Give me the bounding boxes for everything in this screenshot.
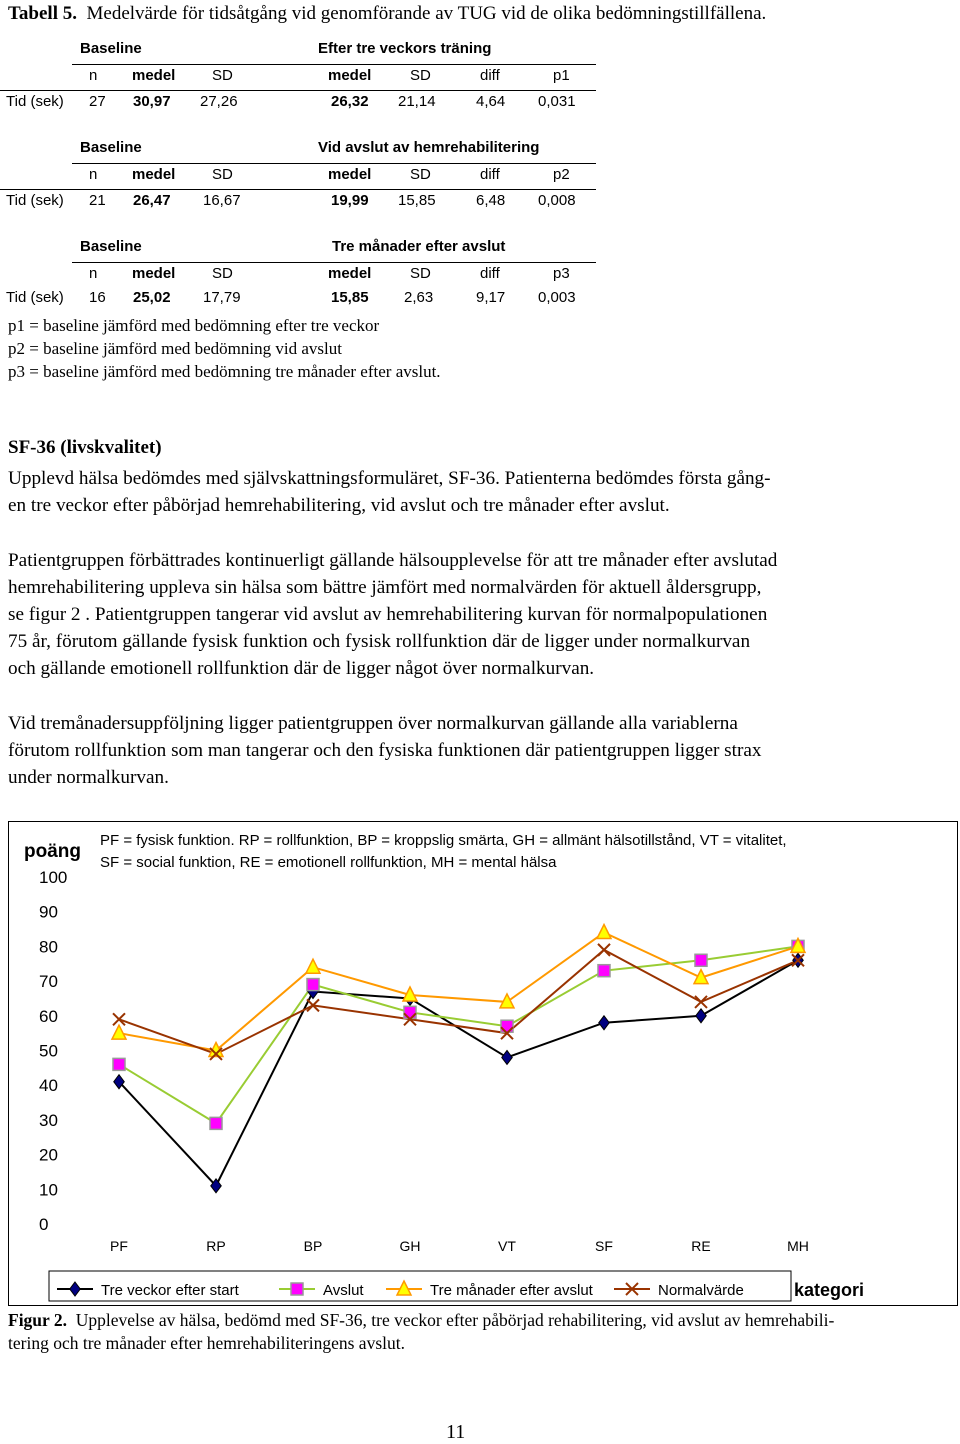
paragraph-line: och gällande emotionell rollfunktion där de ligger något över normalkurvan. bbox=[8, 658, 595, 679]
x-tick-label: MH bbox=[787, 1238, 809, 1254]
data-point-square bbox=[307, 979, 319, 991]
y-tick-label: 0 bbox=[39, 1215, 49, 1234]
y-tick-label: 10 bbox=[39, 1180, 58, 1200]
cell-n: 16 bbox=[89, 289, 106, 306]
series-line-3 bbox=[119, 933, 798, 1051]
header-sd: SD bbox=[212, 166, 233, 183]
cell-medel: 25,02 bbox=[133, 289, 171, 306]
data-point-triangle bbox=[597, 925, 611, 939]
header-sd: SD bbox=[212, 265, 233, 282]
table-row bbox=[0, 93, 600, 115]
table-row bbox=[0, 192, 600, 214]
data-point-square bbox=[598, 965, 610, 977]
cell-medel-2: 19,99 bbox=[331, 192, 369, 209]
paragraph-1 bbox=[8, 465, 960, 519]
series-line-1 bbox=[119, 960, 798, 1186]
tug-table-3 bbox=[0, 236, 600, 316]
header-diff: diff bbox=[480, 67, 500, 84]
figure-caption-line: tering och tre månader efter hemrehabiliteringens avslut. bbox=[8, 1333, 405, 1353]
abbreviation-line: PF = fysisk funktion. RP = rollfunktion, BP = kroppslig smärta, GH = allmänt hälsotillstånd, VT = vitalitet, bbox=[100, 832, 787, 849]
y-tick-label: 80 bbox=[39, 937, 58, 957]
x-tick-label: SF bbox=[595, 1238, 613, 1254]
table-rule bbox=[72, 262, 596, 263]
cell-p: 0,031 bbox=[538, 93, 576, 110]
tug-table-2 bbox=[0, 137, 600, 217]
y-tick-label: 20 bbox=[39, 1145, 58, 1165]
table-rule bbox=[72, 163, 596, 164]
data-point-square bbox=[695, 954, 707, 966]
data-point-diamond bbox=[696, 1009, 707, 1023]
cell-p: 0,003 bbox=[538, 289, 576, 306]
cell-p: 0,008 bbox=[538, 192, 576, 209]
x-tick-label: RE bbox=[691, 1238, 711, 1254]
x-tick-label: BP bbox=[303, 1238, 323, 1254]
paragraph-line: under normalkurvan. bbox=[8, 767, 169, 788]
table-caption bbox=[8, 3, 766, 25]
header-n: n bbox=[89, 166, 98, 183]
figure-caption-label: Figur 2. bbox=[8, 1310, 67, 1330]
header-sd-2: SD bbox=[410, 67, 431, 84]
y-tick-label: 60 bbox=[39, 1006, 58, 1026]
header-sd: SD bbox=[212, 67, 233, 84]
sf36-chart bbox=[8, 821, 958, 1306]
header-diff: diff bbox=[480, 166, 500, 183]
cell-n: 27 bbox=[89, 93, 106, 110]
header-n: n bbox=[89, 67, 98, 84]
paragraph-line: 75 år, förutom gällande fysisk funktion och fysisk rollfunktion där de ligger under normalkurvan bbox=[8, 631, 751, 652]
row-label: Tid (sek) bbox=[6, 93, 64, 110]
cell-sd: 16,67 bbox=[203, 192, 241, 209]
y-tick-label: 30 bbox=[39, 1110, 58, 1130]
table-rule bbox=[0, 90, 596, 91]
x-axis-title: kategori bbox=[794, 1280, 865, 1300]
y-tick-label: 100 bbox=[39, 868, 68, 887]
header-medel-2: medel bbox=[328, 67, 372, 84]
cell-sd-2: 15,85 bbox=[398, 192, 436, 209]
y-tick-label: 90 bbox=[39, 902, 58, 922]
paragraph-line: en tre veckor efter påbörjad hemrehabilitering, vid avslut och tre månader efter avslut. bbox=[8, 495, 670, 516]
data-point-square bbox=[113, 1058, 125, 1070]
paragraph-line: Vid tremånadersuppföljning ligger patientgruppen över normalkurvan gällande alla variablerna bbox=[8, 713, 738, 734]
footnote-p1: p1 = baseline jämförd med bedömning efter tre veckor bbox=[8, 316, 380, 335]
table-caption-label: Tabell 5. bbox=[8, 3, 77, 24]
paragraph-2 bbox=[8, 547, 960, 682]
y-tick-label: 40 bbox=[39, 1076, 58, 1096]
data-point-x bbox=[598, 944, 610, 956]
header-medel: medel bbox=[132, 265, 176, 282]
x-tick-label: GH bbox=[399, 1238, 421, 1254]
data-point-x bbox=[695, 996, 707, 1008]
footnote-p2: p2 = baseline jämförd med bedömning vid avslut bbox=[8, 339, 342, 358]
data-point-triangle bbox=[112, 1025, 126, 1039]
legend-label: Avslut bbox=[323, 1282, 364, 1299]
cell-medel-2: 15,85 bbox=[331, 289, 369, 306]
paragraph-3 bbox=[8, 710, 960, 791]
y-tick-label: 70 bbox=[39, 972, 58, 992]
x-tick-label: PF bbox=[110, 1238, 128, 1254]
paragraph-line: förutom rollfunktion som man tangerar och den fysiska funktionen där patientgruppen ligger strax bbox=[8, 740, 762, 761]
figure-caption-line: Upplevelse av hälsa, bedömd med SF-36, tre veckor efter påbörjad rehabilitering, vid avslut av hemrehabili- bbox=[75, 1310, 835, 1330]
footnote-p3: p3 = baseline jämförd med bedömning tre månader efter avslut. bbox=[8, 362, 441, 381]
legend-label: Tre veckor efter start bbox=[101, 1282, 239, 1299]
data-point-square bbox=[404, 1006, 416, 1018]
cell-sd-2: 21,14 bbox=[398, 93, 436, 110]
data-point-diamond bbox=[599, 1016, 610, 1030]
table-rule bbox=[72, 64, 596, 65]
group-right-label: Efter tre veckors träning bbox=[318, 40, 492, 57]
paragraph-line: Patientgruppen förbättrades kontinuerligt gällande hälsoupplevelse för att tre månader efter avslutad bbox=[8, 550, 778, 571]
header-n: n bbox=[89, 265, 98, 282]
data-point-square bbox=[210, 1117, 222, 1129]
page-number: 11 bbox=[446, 1421, 466, 1443]
header-diff: diff bbox=[480, 265, 500, 282]
series-line-2 bbox=[119, 946, 798, 1123]
tug-table-1 bbox=[0, 38, 600, 118]
group-left-label: Baseline bbox=[80, 238, 142, 255]
data-point-diamond bbox=[502, 1050, 513, 1064]
cell-diff: 4,64 bbox=[476, 93, 506, 110]
group-right-label: Tre månader efter avslut bbox=[332, 238, 506, 255]
cell-sd: 27,26 bbox=[200, 93, 238, 110]
section-heading: SF-36 (livskvalitet) bbox=[8, 437, 162, 458]
y-axis-title: poäng bbox=[24, 841, 81, 862]
group-left-label: Baseline bbox=[80, 139, 142, 156]
header-p: p1 bbox=[553, 67, 570, 84]
header-p: p2 bbox=[553, 166, 570, 183]
legend-label: Tre månader efter avslut bbox=[430, 1282, 593, 1299]
cell-n: 21 bbox=[89, 192, 106, 209]
table-rule bbox=[0, 189, 596, 190]
cell-medel-2: 26,32 bbox=[331, 93, 369, 110]
cell-sd-2: 2,63 bbox=[404, 289, 434, 306]
header-sd-2: SD bbox=[410, 166, 431, 183]
sf36-chart-svg bbox=[9, 822, 959, 1307]
paragraph-line: hemrehabilitering uppleva sin hälsa som bättre jämfört med normalvärden för aktuell åldersgrupp, bbox=[8, 577, 762, 598]
paragraph-line: se figur 2 . Patientgruppen tangerar vid avslut av hemrehabilitering kurvan för normalpopulationen bbox=[8, 604, 768, 625]
header-p: p3 bbox=[553, 265, 570, 282]
header-medel-2: medel bbox=[328, 265, 372, 282]
x-tick-label: RP bbox=[206, 1238, 226, 1254]
cell-medel: 26,47 bbox=[133, 192, 171, 209]
table-row bbox=[0, 289, 600, 311]
cell-diff: 9,17 bbox=[476, 289, 506, 306]
y-tick-label: 50 bbox=[39, 1041, 58, 1061]
data-point-triangle bbox=[306, 959, 320, 973]
header-medel-2: medel bbox=[328, 166, 372, 183]
legend-label: Normalvärde bbox=[658, 1282, 744, 1299]
header-medel: medel bbox=[132, 67, 176, 84]
table-header-row bbox=[0, 265, 600, 287]
cell-medel: 30,97 bbox=[133, 93, 171, 110]
figure-caption bbox=[8, 1309, 958, 1355]
cell-diff: 6,48 bbox=[476, 192, 506, 209]
row-label: Tid (sek) bbox=[6, 192, 64, 209]
group-left-label: Baseline bbox=[80, 40, 142, 57]
table-header-row bbox=[0, 67, 600, 89]
cell-sd: 17,79 bbox=[203, 289, 241, 306]
table-header-row bbox=[0, 166, 600, 188]
row-label: Tid (sek) bbox=[6, 289, 64, 306]
table-caption-text: Medelvärde för tidsåtgång vid genomförande av TUG vid de olika bedömningstillfällena. bbox=[86, 3, 767, 24]
x-tick-label: VT bbox=[498, 1238, 516, 1254]
data-point-square bbox=[501, 1020, 513, 1032]
data-point-x bbox=[113, 1013, 125, 1025]
paragraph-line: Upplevd hälsa bedömdes med självskattningsformuläret, SF-36. Patienterna bedömdes första gång- bbox=[8, 468, 771, 489]
group-right-label: Vid avslut av hemrehabilitering bbox=[318, 139, 540, 156]
header-sd-2: SD bbox=[410, 265, 431, 282]
legend-marker-square bbox=[291, 1283, 303, 1295]
abbreviation-line: SF = social funktion, RE = emotionell rollfunktion, MH = mental hälsa bbox=[100, 854, 557, 871]
header-medel: medel bbox=[132, 166, 176, 183]
